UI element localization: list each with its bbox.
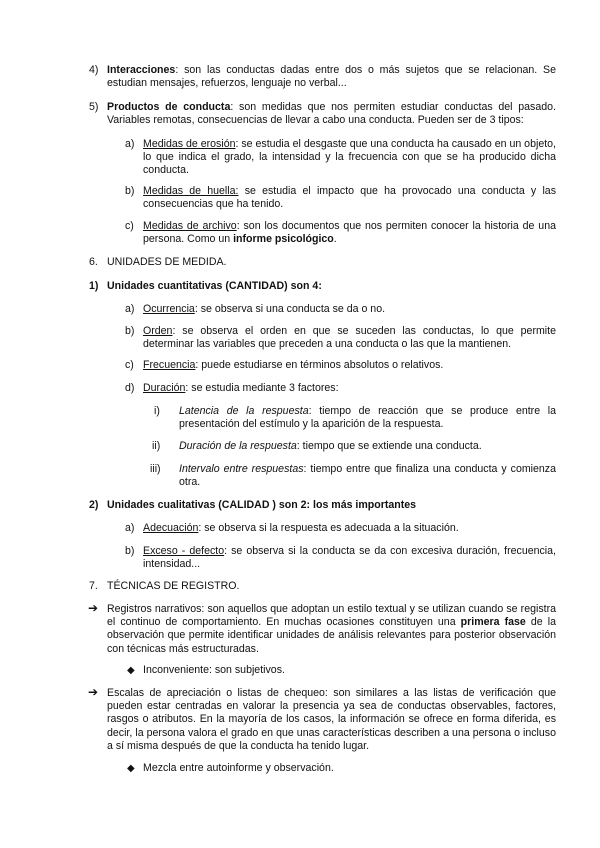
- term: Adecuación: [143, 522, 199, 534]
- item-text: : se observa si la conducta se da con excesiva duración, frecuencia, intensidad...: [143, 545, 556, 571]
- list-marker: d): [125, 382, 135, 394]
- diamond-bullet-icon: ◆: [127, 665, 135, 676]
- list-marker: 5): [89, 101, 99, 113]
- term: Orden: [143, 325, 173, 337]
- item-text: .: [333, 233, 337, 246]
- list-item-intervalo: [179, 463, 556, 489]
- sub-item-inconveniente: Inconveniente: son subjetivos.: [143, 664, 285, 676]
- term: Exceso - defecto: [143, 545, 225, 557]
- list-item-frecuencia: [143, 359, 556, 372]
- bold-text: informe psicológico: [233, 233, 334, 246]
- list-marker: b): [125, 545, 135, 557]
- arrow-bullet-icon: ➔: [88, 685, 99, 699]
- list-marker: a): [125, 138, 135, 150]
- list-marker: b): [125, 185, 135, 197]
- list-item-latencia: [179, 405, 556, 431]
- item-text: : se observa el orden en que se suceden las conductas, lo que permite determinar las variables que preceden a una conducta o las que la mantienen.: [143, 325, 556, 351]
- item-text: : se estudia el desgaste que una conducta ha causado en un objeto, lo que indica el grado, la intensidad y la frecuencia con que se ha producido dicha conducta.: [143, 138, 556, 177]
- list-item-duracion: [143, 382, 556, 395]
- term: Medidas de archivo: [143, 220, 237, 232]
- section-number: 7.: [89, 580, 98, 592]
- subheading-cuantitativas: Unidades cuantitativas (CANTIDAD) son 4:: [107, 280, 322, 292]
- bold-text: primera fase: [460, 616, 526, 629]
- list-item-medidas-archivo: [143, 220, 556, 246]
- item-text: : tiempo que se extiende una conducta.: [296, 440, 482, 452]
- item-text: se estudia el impacto que ha provocado una conducta y las consecuencias que ha tenido.: [143, 185, 556, 211]
- term: Frecuencia: [143, 359, 196, 371]
- item-text: : son medidas que nos permiten estudiar conductas del pasado. Variables remotas, consecuencias de llevar a cabo una conducta. Pueden ser de 3 tipos:: [107, 101, 556, 127]
- list-marker: 2): [89, 499, 99, 511]
- list-item-productos-de-conducta: [107, 101, 556, 127]
- list-item-ocurrencia: [143, 303, 556, 316]
- list-item-adecuacion: [143, 522, 556, 535]
- list-marker: a): [125, 303, 135, 315]
- item-text: Registros narrativos: son aquellos que adoptan un estilo textual y se utilizan cuando se registra el continuo de comportamiento. En muchas ocasiones constituyen una: [107, 603, 556, 629]
- list-marker: a): [125, 522, 135, 534]
- list-marker: c): [125, 359, 134, 371]
- item-text: : tiempo entre que finaliza una conducta y comienza otra.: [179, 463, 556, 489]
- list-marker: i): [154, 405, 160, 417]
- term: Productos de conducta: [107, 101, 231, 113]
- term: Latencia de la respuesta: [179, 405, 309, 417]
- list-item-registros-narrativos: [107, 603, 556, 656]
- list-item-escalas-apreciacion: Escalas de apreciación o listas de chequeo: son similares a las listas de verificación que pueden estar centradas en valorar la presencia ya sea de conductas observables, factores, rasgos o atributos. En la mayoría de los casos, la información se ofrece en forma diferida, es decir, la persona valora el grado en que unas características describen a una persona o incluso a sí misma después de que la conducta ha tenido lugar.: [107, 687, 556, 752]
- list-item-duracion-respuesta: [179, 440, 556, 453]
- subheading-cualitativas: Unidades cualitativas (CALIDAD ) son 2: los más importantes: [107, 499, 417, 511]
- term: Medidas de erosión: [143, 138, 236, 150]
- item-text: : puede estudiarse en términos absolutos o relativos.: [195, 359, 444, 371]
- item-text: : se estudia mediante 3 factores:: [185, 382, 339, 394]
- term: Ocurrencia: [143, 303, 195, 315]
- sub-item-mezcla: Mezcla entre autoinforme y observación.: [143, 762, 334, 774]
- term: Duración de la respuesta: [179, 440, 297, 452]
- term: Medidas de huella:: [143, 185, 239, 197]
- list-item-medidas-huella: [143, 185, 556, 211]
- list-marker: 1): [89, 280, 99, 292]
- term: Interacciones: [107, 64, 176, 76]
- term: Intervalo entre respuestas: [179, 463, 304, 475]
- list-item-orden: [143, 325, 556, 351]
- section-number: 6.: [89, 256, 98, 268]
- list-item-exceso-defecto: [143, 545, 556, 571]
- term: Duración: [143, 382, 186, 394]
- list-marker: ii): [152, 440, 161, 452]
- section-heading-tecnicas: TÉCNICAS DE REGISTRO.: [107, 580, 240, 592]
- arrow-bullet-icon: ➔: [88, 601, 99, 615]
- item-text: : se observa si la respuesta es adecuada a la situación.: [198, 522, 459, 534]
- item-text: de la observación que permite identificar unidades de análisis relevantes para posterior observación con técnicas más estructuradas.: [107, 616, 556, 655]
- diamond-bullet-icon: ◆: [127, 763, 135, 774]
- list-item-interacciones: [107, 64, 556, 90]
- section-heading-unidades: UNIDADES DE MEDIDA.: [107, 256, 227, 268]
- list-marker: c): [125, 220, 134, 232]
- list-marker: b): [125, 325, 135, 337]
- item-text: : son las conductas dadas entre dos o más sujetos que se relacionan. Se estudian mensajes, refuerzos, lenguaje no verbal...: [107, 64, 556, 90]
- list-item-medidas-erosion: [143, 138, 556, 178]
- list-marker: 4): [89, 64, 99, 76]
- item-text: : son los documentos que nos permiten conocer la historia de una persona. Como un: [143, 220, 556, 246]
- list-marker: iii): [150, 463, 161, 475]
- item-text: : tiempo de reacción que se produce entre la presentación del estímulo y la aparición de la respuesta.: [179, 405, 556, 431]
- item-text: : se observa si una conducta se da o no.: [194, 303, 386, 315]
